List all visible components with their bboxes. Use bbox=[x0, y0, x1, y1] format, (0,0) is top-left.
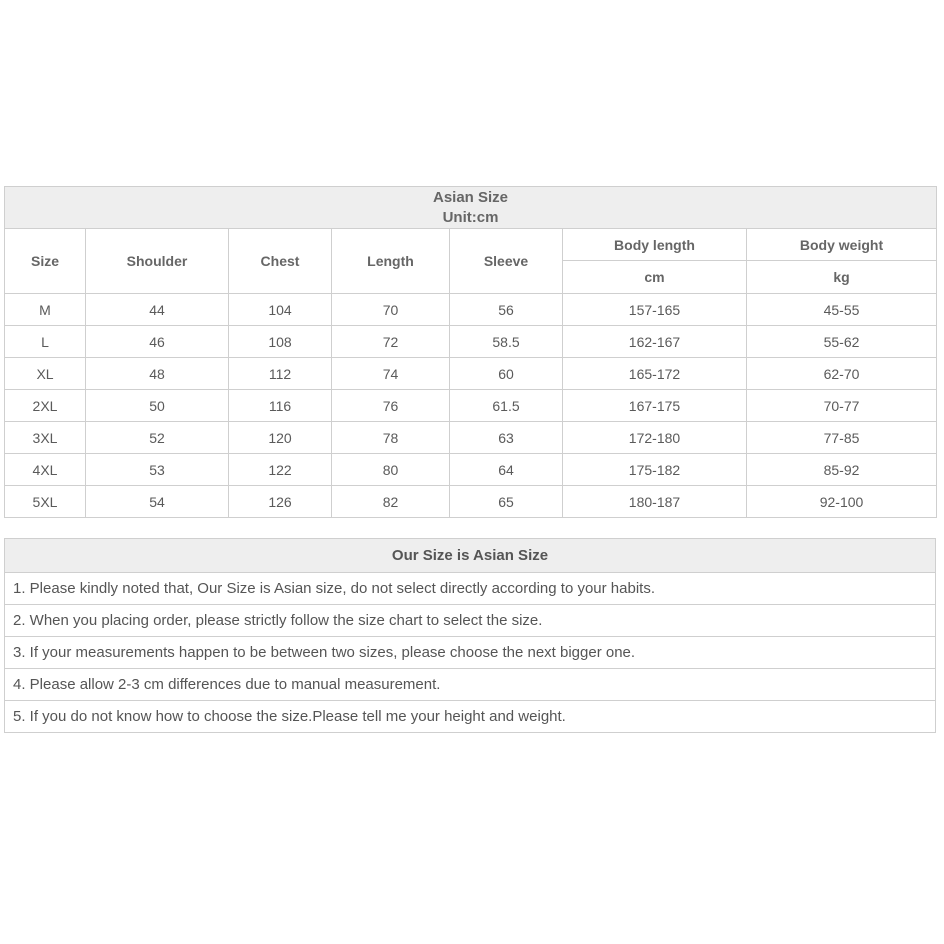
note-text: 2. When you placing order, please strictly follow the size chart to select the size. bbox=[5, 605, 936, 637]
cell-sleeve: 56 bbox=[450, 294, 563, 326]
header-shoulder: Shoulder bbox=[86, 229, 229, 294]
cell-body-weight: 55-62 bbox=[747, 326, 937, 358]
cell-sleeve: 58.5 bbox=[450, 326, 563, 358]
cell-chest: 116 bbox=[229, 390, 332, 422]
cell-body-length: 172-180 bbox=[563, 422, 747, 454]
cell-body-weight: 70-77 bbox=[747, 390, 937, 422]
cell-body-length: 165-172 bbox=[563, 358, 747, 390]
cell-length: 80 bbox=[332, 454, 450, 486]
cell-chest: 104 bbox=[229, 294, 332, 326]
cell-body-weight: 62-70 bbox=[747, 358, 937, 390]
size-chart-title: Asian Size bbox=[432, 188, 509, 206]
list-item bbox=[5, 605, 936, 637]
cell-shoulder: 53 bbox=[86, 454, 229, 486]
cell-body-weight: 85-92 bbox=[747, 454, 937, 486]
list-item bbox=[5, 573, 936, 605]
cell-size: L bbox=[5, 326, 86, 358]
table-row bbox=[5, 294, 937, 326]
notes-title: Our Size is Asian Size bbox=[5, 539, 936, 573]
cell-chest: 120 bbox=[229, 422, 332, 454]
cell-body-length: 175-182 bbox=[563, 454, 747, 486]
header-size: Size bbox=[5, 229, 86, 294]
cell-size: 5XL bbox=[5, 486, 86, 518]
cell-shoulder: 48 bbox=[86, 358, 229, 390]
list-item bbox=[5, 637, 936, 669]
table-row bbox=[5, 390, 937, 422]
cell-size: 2XL bbox=[5, 390, 86, 422]
table-row bbox=[5, 422, 937, 454]
header-body-weight: Body weight bbox=[747, 229, 937, 261]
cell-body-weight: 77-85 bbox=[747, 422, 937, 454]
size-chart-body bbox=[5, 294, 937, 518]
header-body-length: Body length bbox=[563, 229, 747, 261]
table-row bbox=[5, 358, 937, 390]
table-row bbox=[5, 486, 937, 518]
cell-shoulder: 44 bbox=[86, 294, 229, 326]
cell-size: 3XL bbox=[5, 422, 86, 454]
cell-body-weight: 45-55 bbox=[747, 294, 937, 326]
header-body-weight-unit: kg bbox=[747, 261, 937, 294]
cell-body-length: 167-175 bbox=[563, 390, 747, 422]
header-length: Length bbox=[332, 229, 450, 294]
note-text: 1. Please kindly noted that, Our Size is Asian size, do not select directly according to your habits. bbox=[5, 573, 936, 605]
cell-shoulder: 54 bbox=[86, 486, 229, 518]
header-chest: Chest bbox=[229, 229, 332, 294]
cell-size: M bbox=[5, 294, 86, 326]
size-chart-table bbox=[4, 186, 937, 518]
size-notes-table bbox=[4, 538, 936, 733]
cell-sleeve: 63 bbox=[450, 422, 563, 454]
note-text: 5. If you do not know how to choose the size.Please tell me your height and weight. bbox=[5, 701, 936, 733]
cell-body-length: 162-167 bbox=[563, 326, 747, 358]
size-chart-title-cell bbox=[5, 187, 937, 229]
note-text: 4. Please allow 2-3 cm differences due to manual measurement. bbox=[5, 669, 936, 701]
cell-length: 74 bbox=[332, 358, 450, 390]
notes-body bbox=[5, 573, 936, 733]
cell-shoulder: 52 bbox=[86, 422, 229, 454]
cell-length: 72 bbox=[332, 326, 450, 358]
header-sleeve: Sleeve bbox=[450, 229, 563, 294]
table-row bbox=[5, 326, 937, 358]
cell-sleeve: 61.5 bbox=[450, 390, 563, 422]
list-item bbox=[5, 669, 936, 701]
cell-chest: 112 bbox=[229, 358, 332, 390]
cell-length: 78 bbox=[332, 422, 450, 454]
cell-body-weight: 92-100 bbox=[747, 486, 937, 518]
cell-sleeve: 65 bbox=[450, 486, 563, 518]
table-row bbox=[5, 454, 937, 486]
cell-chest: 126 bbox=[229, 486, 332, 518]
cell-length: 76 bbox=[332, 390, 450, 422]
cell-chest: 122 bbox=[229, 454, 332, 486]
note-text: 3. If your measurements happen to be between two sizes, please choose the next bigger one. bbox=[5, 637, 936, 669]
cell-length: 82 bbox=[332, 486, 450, 518]
list-item bbox=[5, 701, 936, 733]
cell-shoulder: 50 bbox=[86, 390, 229, 422]
cell-chest: 108 bbox=[229, 326, 332, 358]
size-chart-unit: Unit:cm bbox=[442, 208, 499, 226]
cell-length: 70 bbox=[332, 294, 450, 326]
cell-body-length: 180-187 bbox=[563, 486, 747, 518]
cell-size: XL bbox=[5, 358, 86, 390]
header-body-length-unit: cm bbox=[563, 261, 747, 294]
cell-shoulder: 46 bbox=[86, 326, 229, 358]
cell-body-length: 157-165 bbox=[563, 294, 747, 326]
cell-size: 4XL bbox=[5, 454, 86, 486]
cell-sleeve: 64 bbox=[450, 454, 563, 486]
cell-sleeve: 60 bbox=[450, 358, 563, 390]
